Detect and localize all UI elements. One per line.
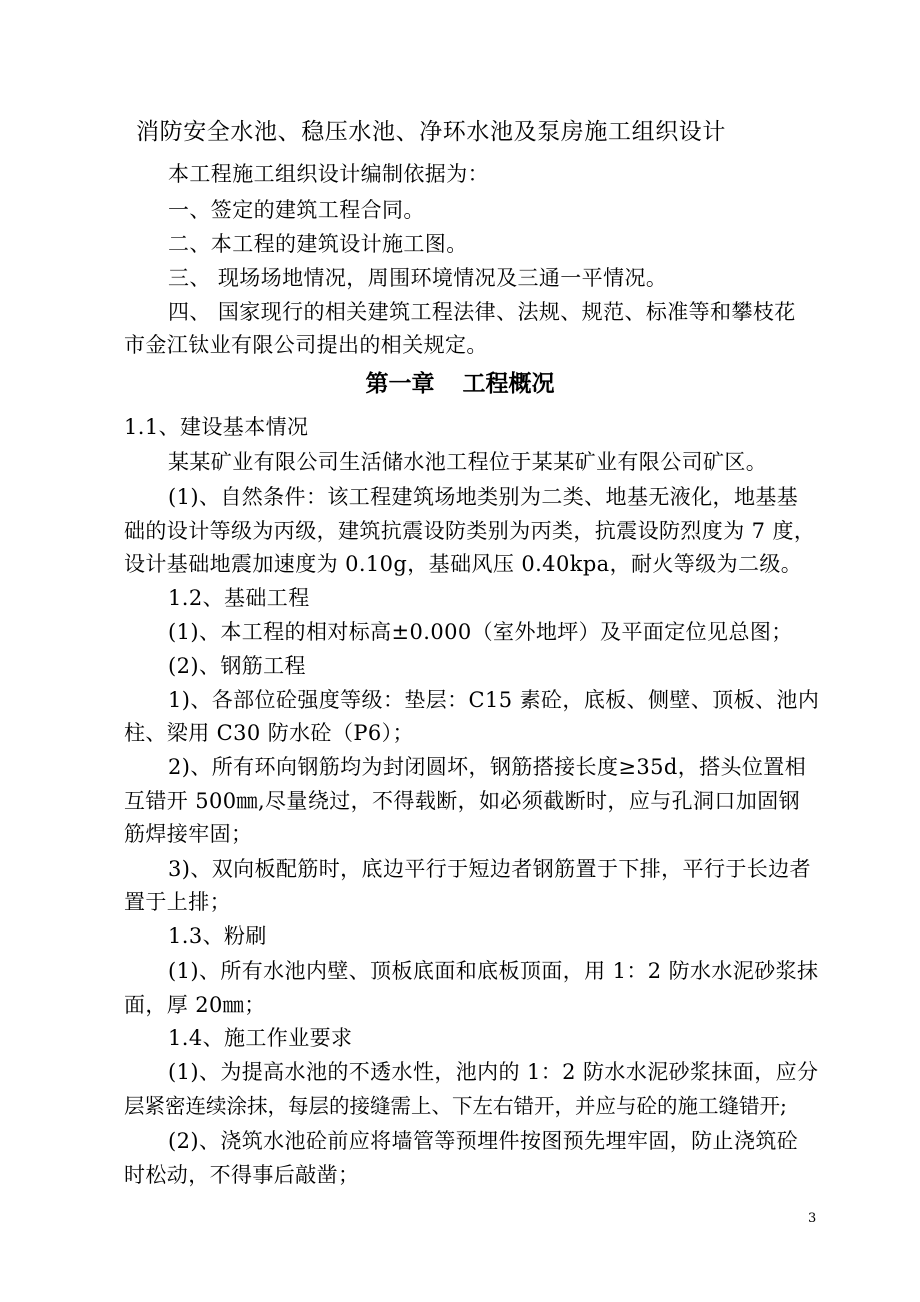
paragraph-line: 时松动，不得事后敲凿； bbox=[124, 1163, 360, 1187]
paragraph-line: 设计基础地震加速度为 0.10g，基础风压 0.40kpa，耐火等级为二级。 bbox=[124, 552, 803, 576]
chapter-heading bbox=[0, 369, 920, 399]
basis-item-2: 二、本工程的建筑设计施工图。 bbox=[168, 232, 468, 256]
paragraph-line: 置于上排； bbox=[124, 890, 231, 914]
paragraph-line: (1)、所有水池内壁、顶板底面和底板顶面，用 1：2 防水水泥砂浆抹 bbox=[168, 959, 819, 983]
paragraph-line: 筋焊接牢固； bbox=[124, 822, 253, 846]
section-heading-1-3: 1.3、粉刷 bbox=[168, 924, 267, 948]
document-title: 消防安全水池、稳压水池、净环水池及泵房施工组织设计 bbox=[136, 119, 726, 145]
basis-item-4: 四、 国家现行的相关建筑工程法律、法规、规范、标准等和攀枝花 bbox=[168, 300, 796, 324]
paragraph-line: 面，厚 20㎜； bbox=[124, 993, 266, 1017]
paragraph-line: 础的设计等级为丙级，建筑抗震设防类别为丙类，抗震设防烈度为 7 度， bbox=[124, 519, 816, 543]
paragraph-line: 1)、各部位砼强度等级：垫层：C15 素砼，底板、侧壁、顶板、池内 bbox=[168, 688, 820, 712]
basis-item-3: 三、 现场场地情况，周围环境情况及三通一平情况。 bbox=[168, 266, 668, 290]
paragraph-line: 某某矿业有限公司生活储水池工程位于某某矿业有限公司矿区。 bbox=[168, 450, 768, 474]
page-number: 3 bbox=[808, 1211, 817, 1226]
basis-item-4-continued: 市金江钛业有限公司提出的相关规定。 bbox=[124, 333, 488, 357]
section-heading-1-1: 1.1、建设基本情况 bbox=[124, 415, 309, 439]
chapter-name: 工程概况 bbox=[462, 371, 555, 397]
paragraph-line: (1)、为提高水池的不透水性，池内的 1：2 防水水泥砂浆抹面，应分 bbox=[168, 1060, 819, 1084]
paragraph-line: 层紧密连续涂抹，每层的接缝需上、下左右错开，并应与砼的施工缝错开; bbox=[124, 1094, 787, 1118]
paragraph-line: (2)、浇筑水池砼前应将墙管等预埋件按图预先埋牢固，防止浇筑砼 bbox=[168, 1129, 799, 1153]
paragraph-line: (1)、本工程的相对标高±0.000（室外地坪）及平面定位见总图； bbox=[168, 620, 793, 644]
basis-item-1: 一、签定的建筑工程合同。 bbox=[168, 198, 425, 222]
paragraph-line: (2)、钢筋工程 bbox=[168, 654, 306, 678]
paragraph-line: 3)、双向板配筋时，底边平行于短边者钢筋置于下排，平行于长边者 bbox=[168, 857, 811, 881]
section-heading-1-2: 1.2、基础工程 bbox=[168, 586, 310, 610]
basis-heading: 本工程施工组织设计编制依据为： bbox=[168, 162, 489, 186]
section-heading-1-4: 1.4、施工作业要求 bbox=[168, 1026, 353, 1050]
paragraph-line: (1)、自然条件：该工程建筑场地类别为二类、地基无液化，地基基 bbox=[168, 485, 799, 509]
paragraph-line: 互错开 500㎜,尽量绕过，不得载断，如必须截断时，应与孔洞口加固钢 bbox=[124, 789, 801, 813]
chapter-number: 第一章 bbox=[365, 371, 435, 397]
paragraph-line: 2)、所有环向钢筋均为封闭圆坏，钢筋搭接长度≥35d，搭头位置相 bbox=[168, 755, 807, 779]
paragraph-line: 柱、梁用 C30 防水砼（P6）； bbox=[124, 721, 414, 745]
